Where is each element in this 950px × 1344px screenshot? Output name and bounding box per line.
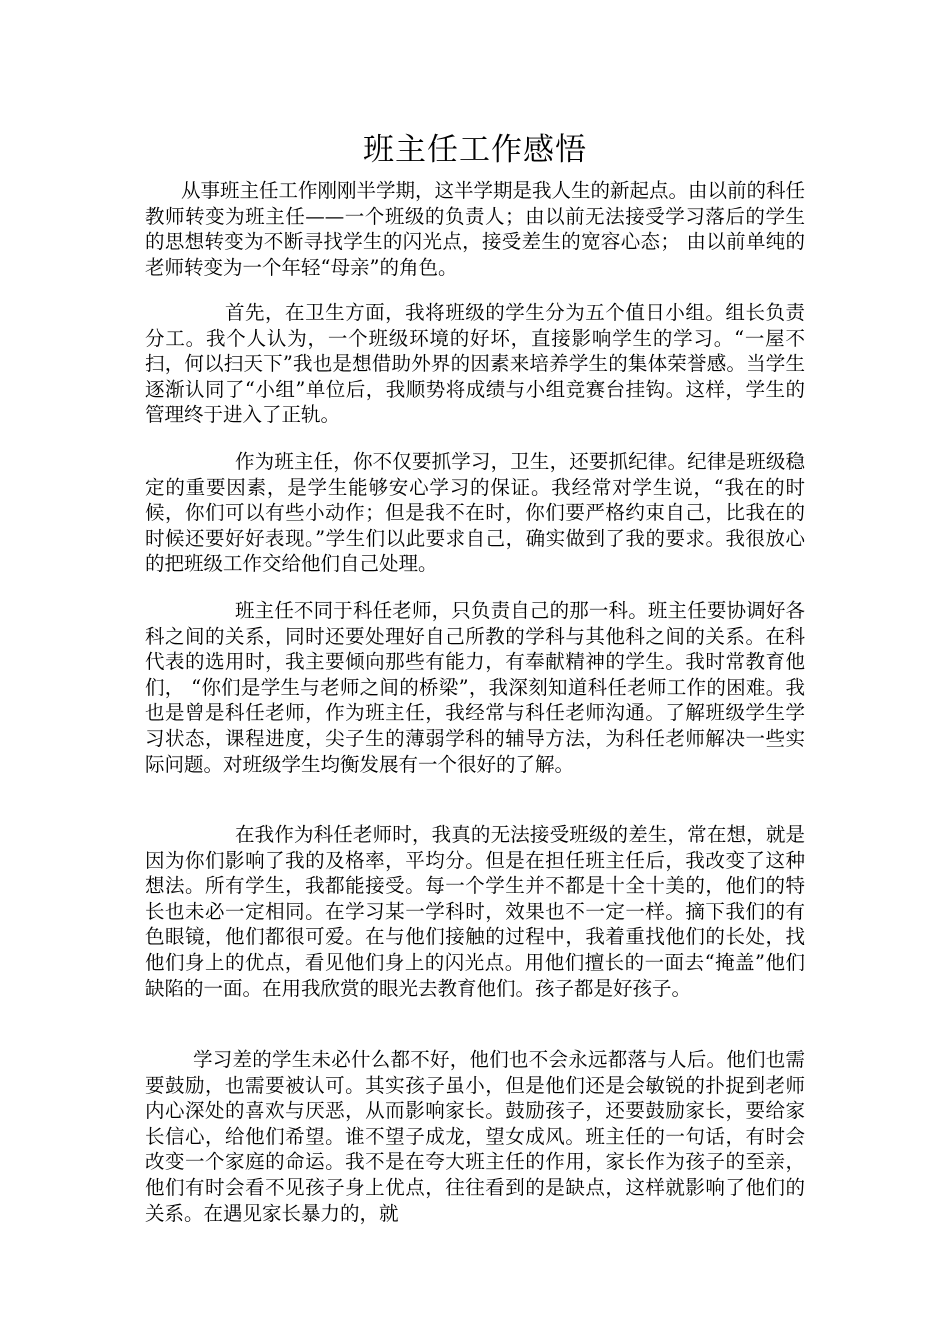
paragraph-intro: 从事班主任工作刚刚半学期，这半学期是我人生的新起点。由以前的科任教师转变为班主任——一个班级的负责人；由以前无法接受学习落后的学生的思想转变为不断寻找学生的闪光点，接受差生的宽容心态； 由以前单纯的老师转变为一个年轻“母亲”的角色。 bbox=[145, 179, 806, 279]
document-title: 班主任工作感悟 bbox=[363, 132, 587, 168]
paragraph-subject-teachers: 班主任不同于科任老师，只负责自己的那一科。班主任要协调好各科之间的关系，同时还要处理好自己所教的学科与其他科之间的关系。在科代表的选用时，我主要倾向那些有能力，有奉献精神的学生。我时常教育他们， “你们是学生与老师之间的桥梁”，我深刻知道科任老师工作的困难。我也是曾是科任老师，作为班主任，我经常与科任老师沟通。了解班级学生学习状态，课程进度，尖子生的薄弱学科的辅导方法，为科任老师解决一些实际问题。对班级学生均衡发展有一个很好的了解。 bbox=[145, 599, 805, 776]
paragraph-discipline: 作为班主任，你不仅要抓学习，卫生，还要抓纪律。纪律是班级稳定的重要因素，是学生能够安心学习的保证。我经常对学生说，“我在的时候，你们可以有些小动作；但是我不在时，你们要严格约束自己，比我在的时候还要好好表现。”学生们以此要求自己，确实做到了我的要求。我很放心的把班级工作交给他们自己处理。 bbox=[145, 450, 805, 576]
paragraph-encouragement: 学习差的学生未必什么都不好，他们也不会永远都落与人后。他们也需要鼓励，也需要被认可。其实孩子虽小，但是他们还是会敏锐的扑捉到老师内心深处的喜欢与厌恶，从而影响家长。鼓励孩子，还要鼓励家长，要给家长信心，给他们希望。谁不望子成龙，望女成风。班主任的一句话，有时会改变一个家庭的命运。我不是在夸大班主任的作用，家长作为孩子的至亲，他们有时会看不见孩子身上优点，往往看到的是缺点，这样就影响了他们的关系。在遇见家长暴力的，就 bbox=[145, 1048, 805, 1225]
paragraph-hygiene: 首先，在卫生方面，我将班级的学生分为五个值日小组。组长负责分工。我个人认为，一个班级环境的好坏，直接影响学生的学习。“一屋不扫，何以扫天下”我也是想借助外界的因素来培养学生的集体荣誉感。当学生逐渐认同了“小组”单位后，我顺势将成绩与小组竞赛台挂钩。这样，学生的管理终于进入了正轨。 bbox=[145, 301, 805, 427]
paragraph-struggling-students: 在我作为科任老师时，我真的无法接受班级的差生，常在想，就是因为你们影响了我的及格率，平均分。但是在担任班主任后，我改变了这种想法。所有学生，我都能接受。每一个学生并不都是十全十美的，他们的特长也未必一定相同。在学习某一学科时，效果也不一定一样。摘下我们的有色眼镜，他们都很可爱。在与他们接触的过程中，我着重找他们的长处，找他们身上的优点，看见他们身上的闪光点。用他们擅长的一面去“掩盖”他们缺陷的一面。在用我欣赏的眼光去教育他们。孩子都是好孩子。 bbox=[145, 823, 805, 1000]
